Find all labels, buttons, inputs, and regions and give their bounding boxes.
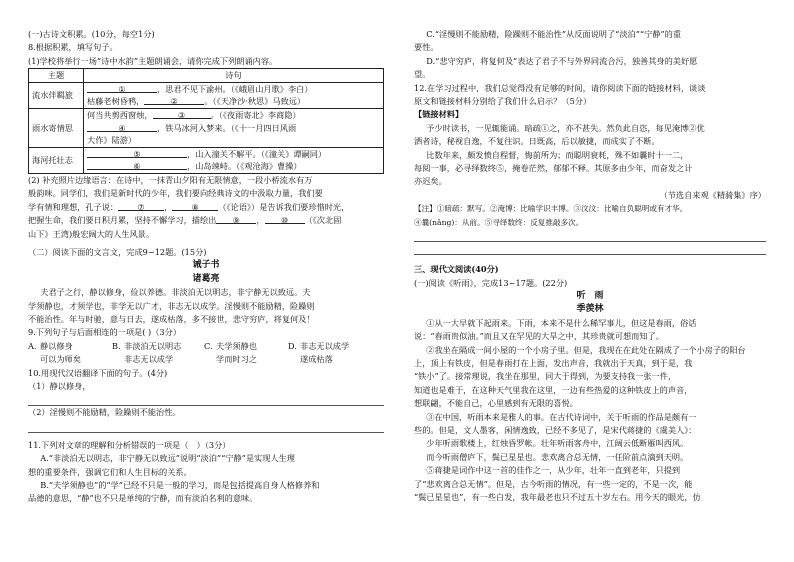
option-c-letter[interactable]: C.: [204, 340, 213, 351]
article-line: ②我坐在隔成一间小屋的一个小房子里。但是，我现在在此处在隔成了一个小房子的阳台: [426, 344, 746, 355]
classical-text-title: 诫子书: [192, 260, 220, 271]
q11-option-c[interactable]: C.“淫慢则不能励精，险躁则不能治性”从反面说明了“淡泊”“宁静”的重: [426, 29, 682, 39]
table-header-poem: 诗句: [84, 69, 384, 83]
article-line: ③在中国，听雨本来是雅人的事。在古代诗词中，关于听雨的作品是颇有一: [426, 411, 697, 422]
question-12: 12.在学习过程中，我们总觉得没有足够的时间，请你阅读下面的链接材料，谈谈: [414, 82, 706, 93]
question-11: 11.下列对文章的理解和分析错误的一项是（ ）（3分）: [28, 439, 231, 450]
answer-blank-5[interactable]: ⑤: [87, 148, 187, 158]
answer-line[interactable]: [414, 242, 766, 255]
answer-line[interactable]: [28, 393, 384, 406]
article-line: 说：“春雨贵似油。”而且又在罕见的大旱之中，其珍贵就可想而知了。: [414, 331, 664, 342]
article-line: 想联翩，不能自己，心里感到有无限的喜悦。: [414, 398, 578, 409]
article-line: ⑤蒋捷是词作中这一首的佳作之一，从少年，壮年一直到老年，只提到: [426, 465, 681, 476]
poem-cell: ⑤ ，山入潼关不解平。（《潼关》谭嗣同） ⑥ ，山岛竦峙。（《观沧海》曹操）: [84, 147, 384, 173]
answer-blank-1[interactable]: ①: [87, 83, 157, 93]
article-line: 些的。但是，文人墨客，闲情逸致，已经不多见了，是宋代蒋捷的《虞美人》：: [414, 424, 697, 435]
question-10-1: （1）静以修身，: [28, 381, 91, 392]
answer-blank-2[interactable]: ②: [144, 95, 204, 105]
option-c-bottom: 学而时习之: [216, 354, 257, 365]
question-8-1: (1)学校将举行一场“诗中水韵”主题朗诵会，请你完成下列朗诵内容。: [28, 55, 278, 66]
article-line: 少年听雨歌楼上，红烛昏罗帐。壮年听雨客舟中，江阔云低断雁叫西风。: [426, 438, 689, 449]
section3-header: 三、现代文阅读(40分): [414, 264, 499, 275]
option-d-top: 非志无以成学: [300, 340, 350, 351]
q8-2-line1: (2) 补充照片边缘语言：在诗中，一抹青山夕阳有无限情意，一段小桥流水有万: [28, 174, 313, 185]
left-column: [28, 28, 384, 506]
option-b-letter[interactable]: B.: [112, 340, 121, 351]
q11-option-a[interactable]: A.“非淡泊无以明志，非宁静无以致远”说明“淡泊”“宁静”是实现人生理: [40, 453, 295, 464]
table-header-theme: 主题: [29, 69, 84, 83]
theme-cell: 海河托壮志: [29, 147, 84, 173]
table-row: [29, 82, 384, 108]
option-d-letter[interactable]: D.: [288, 340, 297, 351]
q11-option-d-cont: 望。: [414, 69, 431, 80]
option-b-bottom: 非志无以成学: [124, 354, 174, 365]
theme-cell: 雨水寄情思: [29, 109, 84, 148]
article-line: “鬓已星星也”，有一些白发，我年最老也只不过五十岁左右。用今天的眼光，仿: [414, 492, 701, 502]
answer-blank-10[interactable]: ⑩: [265, 214, 305, 224]
poem-cell: 何当共剪西窗烛， ③ 。（《夜雨寄北》李商隐） ④ ，铁马冰河入梦来。（《十一月四日风雨 大作》陆游）: [84, 109, 384, 148]
option-a-bottom: 可以为师矣: [40, 354, 81, 365]
question-12-cont: 原文和链接材料分别给了我们什么启示？（5分）: [414, 96, 592, 107]
answer-blank-6[interactable]: ⑥: [87, 160, 187, 170]
article-title: 听 雨: [576, 290, 604, 301]
theme-cell: 流水伴羁旅: [29, 82, 84, 108]
q9-options-row2: [28, 353, 384, 366]
classical-text-author: 诸葛亮: [192, 273, 220, 284]
q11-option-a-cont: 想的重要条件，强调它们和人生目标的关系。: [28, 466, 192, 477]
classical-text-line: 不能治性。年与时驰，意与日去，遂成枯落，多不接世，悲守穷庐，将复何及！: [28, 314, 315, 325]
article-line: 而今听雨僧庐下，鬓已星星也。悲欢离合总无情，一任阶前点滴到天明。: [426, 451, 689, 462]
link-material-title: 【链接材料】: [414, 109, 464, 120]
note-line: 【注】①暗疏：默写。②淹博：比喻学识丰博。③汶汶：比喻自负聪明或有才华。: [414, 204, 688, 214]
article-line: 知道也是难于，在这种天气里我在这里，一边有些热爱的这种铁皮上的声音，: [414, 384, 693, 395]
option-d-bottom: 遂成枯落: [300, 354, 333, 365]
link-text-line: 予少时读书，一见辄能诵。暗疏①之，亦不甚失。然负此自恣，每见淹博②优: [426, 122, 705, 133]
question-10: 10.用现代汉语翻译下面的句子。(4分): [28, 367, 168, 378]
q8-2-line5: 山下》王湾)般宏阔大的人生风景。: [28, 228, 155, 239]
table-row: [29, 109, 384, 148]
poem-table: [28, 68, 384, 174]
section2-header: （二）阅读下面的文言文，完成9~12题。(15分): [28, 247, 207, 257]
question-10-2: （2）淫慢则不能励精，险躁则不能治性。: [28, 407, 181, 418]
question-9: 9.下列句子与后面相连的一项是( )（3分）: [28, 327, 182, 338]
q8-2-line2: 般韵味。同学们，我们是新时代的少年，我们要向经典诗文的中汲取力量，我们要: [28, 188, 323, 199]
article-line: ①从一大早就下起雨来。下雨，本来不是什么稀罕事儿，但这是春雨，俗话: [426, 317, 697, 328]
link-text-line: 每阅一事，必寻绎数终⑤，掩卷茫然，郁郁不释。其原多由少年，而奋发之计: [414, 163, 693, 174]
section3-sub: (一)阅读《听雨》，完成13~17题。(22分): [414, 277, 568, 288]
q8-2-line4: 把握生命，我们要日积月累，坚持不懈学习，描绘出 ⑨ ， ⑩ （《次北固: [28, 215, 342, 226]
answer-line[interactable]: [28, 420, 384, 433]
option-a-letter[interactable]: A.: [28, 340, 37, 351]
answer-blank-8[interactable]: ⑧: [172, 201, 218, 211]
answer-blank-7[interactable]: ⑦: [118, 201, 164, 211]
right-column: [414, 28, 766, 504]
q11-option-c-cont: 要性。: [414, 42, 439, 53]
link-source: （节选自来观《精骑集》序）: [659, 189, 766, 200]
q8-2-line3: 学有情和理想，孔子说： ⑦ ， ⑧ （《论语》）是告诉我们要珍惜时光，: [28, 201, 350, 212]
link-text-line: 洒者诗，秘视自逸，不复往识。日既高，后以敏捷，而成实了不断。: [414, 136, 660, 147]
option-a-top: 静以修身: [40, 340, 73, 351]
article-line: 上，顶上有铁皮，但是春雨打在上面，发出声音，我就出于天真，到于是，我: [414, 357, 693, 368]
article-line: 了“悲欢离合总无情”。但是，古今听雨的情况，有一些一定的，不是一次，能: [414, 478, 693, 489]
classical-text-line: 夫君子之行，静以修身，俭以养德。非淡泊无以明志，非宁静无以致远。夫: [40, 287, 311, 298]
classical-text-line: 学须静也，才须学也，非学无以广才，非志无以成学。淫慢则不能励精，险躁则: [28, 300, 315, 311]
q11-option-b[interactable]: B.“夫学须静也”的“学”已经不只是一般的学习，而是包括提高自身人格修养和: [40, 480, 320, 491]
link-text-line: 比数年来，颇发愤自程督，悔前所为；而聪明衰耗，殊不如曩时十一二，: [426, 149, 689, 160]
note-line: ④曩(nǎng)：从前。⑤寻绎数终：反复推敲多次。: [414, 217, 584, 227]
table-header-row: [29, 69, 384, 83]
poem-cell: ① ，思君不见下渝州。（《峨眉山月歌》李白） 枯藤老树昏鸦， ② 。（《天净沙·秋思》马致远）: [84, 82, 384, 108]
q9-options-row1: [28, 340, 384, 353]
article-line: “铁小”了。接常理说，我坐在那里，同大于得到，为要支持我一张一件，: [414, 371, 677, 382]
answer-blank-9[interactable]: ⑨: [216, 214, 256, 224]
question-8: 8.根据积累，填写句子。: [28, 42, 118, 53]
answer-line[interactable]: [414, 229, 766, 242]
link-text-line: 亦迟矣。: [414, 176, 447, 187]
article-author: 季羡林: [576, 304, 604, 315]
answer-blank-4[interactable]: ④: [87, 122, 157, 132]
section1-header: (一)古诗文积累。(10分，每空1分): [28, 29, 155, 39]
table-row: [29, 147, 384, 173]
option-b-top: 非淡泊无以明志: [124, 340, 182, 351]
option-c-top: 夫学须静也: [216, 340, 257, 351]
answer-blank-3[interactable]: ③: [153, 109, 211, 119]
q11-option-b-cont: 品德的意思，“静”也不只是单纯的宁静，而有淡泊名利的意味。: [28, 493, 258, 504]
q11-option-d[interactable]: D.“悲守穷庐，将复何及”表达了君子不与外界同流合污，独善其身的美好愿: [426, 55, 698, 66]
